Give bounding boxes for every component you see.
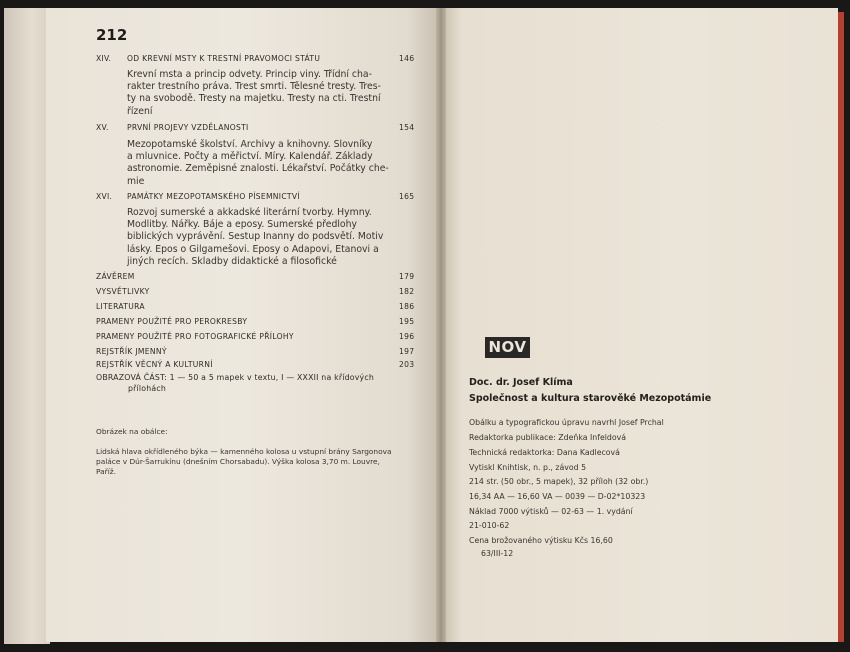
chapter-page: 146 <box>399 54 415 63</box>
caption-line: Paříž. <box>96 467 116 476</box>
chapter-title: PAMÁTKY MEZOPOTAMSKÉHO PÍSEMNICTVÍ <box>127 192 300 201</box>
right-page <box>442 8 838 642</box>
publisher-logo: NOV <box>485 337 530 358</box>
chapter-page: 165 <box>399 192 415 201</box>
caption-line: Lidská hlava okřídleného býka — kamenného kolosa u vstupní brány Sargonova <box>96 447 392 456</box>
chapter-title: OD KREVNÍ MSTY K TRESTNÍ PRAVOMOCI STÁTU <box>127 54 321 63</box>
entry-title: PRAMENY POUŽITÉ PRO FOTOGRAFICKÉ PŘÍLOHY <box>96 332 294 341</box>
entry-page: 196 <box>399 332 415 341</box>
entry-page: 203 <box>399 360 415 369</box>
imprint-line: Redaktorka publikace: Zdeňka Infeldová <box>469 433 627 442</box>
summary-line: a mluvnice. Počty a měřictví. Míry. Kalendář. Základy <box>127 151 373 163</box>
entry-title: PRAMENY POUŽITÉ PRO PEROKRESBY <box>96 317 248 326</box>
summary-line: Rozvoj sumerské a akkadské literární tvorby. Hymny. <box>127 207 372 218</box>
chapter-summary <box>127 139 392 188</box>
summary-line: Mezopotamské školství. Archivy a knihovny. Slovníky <box>127 139 373 150</box>
imprint-line: Náklad 7000 výtisků — 02-63 — 1. vydání <box>469 507 633 516</box>
summary-line: mie <box>127 175 145 187</box>
summary-line: ty na svobodě. Tresty na majetku. Tresty na cti. Trestní <box>127 93 381 105</box>
imprint-line: Cena brožovaného výtisku Kčs 16,60 <box>469 536 613 545</box>
summary-line: astronomie. Zeměpisné znalosti. Lékařství. Počátky che- <box>127 163 389 175</box>
caption-line: paláce v Dúr-Šarrukínu (dnešním Chorsabadu). Výška kolosa 3,70 m. Louvre, <box>96 457 380 466</box>
chapter-page: 154 <box>399 123 415 132</box>
summary-line: lásky. Epos o Gilgamešovi. Eposy o Adapovi, Etanovi a <box>127 243 379 255</box>
summary-line: biblických vyprávění. Sestup Inanny do podsvětí. Motiv <box>127 231 384 243</box>
entry-title: LITERATURA <box>96 302 145 311</box>
illustration-line: přílohách <box>128 384 167 393</box>
illustration-note <box>96 372 386 394</box>
entry-page: 179 <box>399 272 415 281</box>
chapter-number: XIV. <box>96 54 112 63</box>
entry-page: 182 <box>399 287 415 296</box>
imprint-line: 21-010-62 <box>469 521 510 530</box>
chapter-summary <box>127 69 392 118</box>
entry-page: 186 <box>399 302 415 311</box>
author-name: Doc. dr. Josef Klíma <box>469 377 573 388</box>
entry-title: REJSTŘÍK VĚCNÝ A KULTURNÍ <box>96 360 213 369</box>
entry-title: REJSTŘÍK JMENNÝ <box>96 347 167 356</box>
chapter-number: XV. <box>96 123 109 132</box>
entry-page: 195 <box>399 317 415 326</box>
cover-caption <box>96 447 428 477</box>
entry-title: VYSVĚTLIVKY <box>96 287 150 296</box>
summary-line: Krevní msta a princip odvety. Princip viny. Třídní cha- <box>127 69 372 80</box>
cover-label: Obrázek na obálce: <box>96 427 168 436</box>
summary-line: jiných recích. Skladby didaktické a filosofické <box>127 255 337 267</box>
chapter-number: XVI. <box>96 192 113 201</box>
imprint-line: Vytiskl Knihtisk, n. p., závod 5 <box>469 463 587 472</box>
imprint-line: 16,34 AA — 16,60 VA — 0039 — D-02*10323 <box>469 492 646 501</box>
cover-edge <box>838 12 844 642</box>
entry-page: 197 <box>399 347 415 356</box>
page-number: 212 <box>96 26 128 44</box>
book-title: Společnost a kultura starověké Mezopotámie <box>469 393 712 404</box>
chapter-summary <box>127 207 392 268</box>
summary-line: Modlitby. Nářky. Báje a eposy. Sumerské předlohy <box>127 219 358 231</box>
page-stack-edge <box>4 8 50 644</box>
imprint-line: 63/III-12 <box>481 549 514 558</box>
book-gutter <box>436 8 446 642</box>
chapter-title: PRVNÍ PROJEVY VZDĚLANOSTI <box>127 123 249 132</box>
imprint-line: Technická redaktorka: Dana Kadlecová <box>469 448 620 457</box>
imprint-line: Obálku a typografickou úpravu navrhl Josef Prchal <box>469 418 664 427</box>
summary-line: rakter trestního práva. Trest smrti. Tělesné tresty. Tres- <box>127 81 381 93</box>
summary-line: řízení <box>127 105 153 117</box>
imprint-line: 214 str. (50 obr., 5 mapek), 32 příloh (32 obr.) <box>469 477 649 486</box>
entry-title: ZÁVĚREM <box>96 272 135 281</box>
illustration-line: OBRAZOVÁ ČÁST: 1 — 50 a 5 mapek v textu, I — XXXII na křídových <box>96 373 374 382</box>
